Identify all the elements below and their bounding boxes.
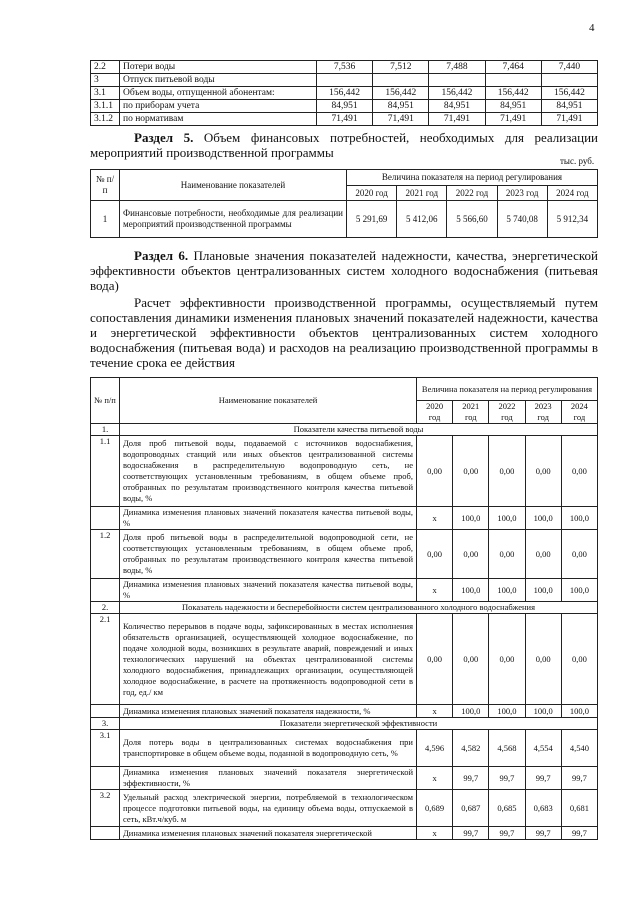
value-cell: 0,00 [489,530,525,579]
value-cell: 99,7 [453,767,489,790]
row-number: 3 [91,74,120,87]
row-name: Динамика изменения плановых значений показателя энергетической [120,827,417,840]
value-cell: 84,951 [541,100,597,113]
value-cell [485,74,541,87]
value-cell: 5 291,69 [347,201,397,238]
year-header: 2020 год [347,186,397,201]
indicators-table [90,377,598,840]
value-cell: 0,00 [525,614,561,705]
row-name: по приборам учета [120,100,317,113]
row-number: 3.2 [91,790,120,827]
table-row [91,436,598,507]
value-cell: 7,440 [541,61,597,74]
value-cell: 0,00 [561,436,597,507]
row-name: Доля проб питьевой воды в распределительной водопроводной сети, не соответствующих установленным требованиям, в общем объеме проб, отобранных по результатам производственного контроля качества питьевой воды, % [120,530,417,579]
table-row [91,767,598,790]
value-cell: 0,00 [561,614,597,705]
value-cell: 7,488 [429,61,485,74]
year-number: 2022 [498,401,516,411]
value-cell: 0,00 [453,436,489,507]
section-title: Показатели энергетической эффективности [120,718,598,730]
row-number [91,507,120,530]
value-cell: 0,687 [453,790,489,827]
section-number: 2. [91,602,120,614]
section-row [91,602,598,614]
row-number: 2.1 [91,614,120,705]
col-num-header: № п/п [91,378,120,424]
value-cell: 84,951 [429,100,485,113]
row-name: Динамика изменения плановых значений показателя качества питьевой воды, % [120,507,417,530]
value-cell: 100,0 [489,705,525,718]
row-name: Объем воды, отпущенной абонентам: [120,87,317,100]
value-cell: 0,689 [417,790,453,827]
section-row [91,424,598,436]
row-name: Удельный расход электрической энергии, потребляемой в технологическом процессе подготовки питьевой воды, на единицу объема воды, отпускаемой в сеть, кВт.ч/куб. м [120,790,417,827]
value-cell: 0,681 [561,790,597,827]
value-cell: 4,540 [561,730,597,767]
row-name: Динамика изменения плановых значений показателя качества питьевой воды, % [120,579,417,602]
row-number: 1.1 [91,436,120,507]
year-word: год [428,412,441,422]
value-cell: 5 740,08 [497,201,547,238]
value-cell: 100,0 [525,579,561,602]
value-cell: 100,0 [561,705,597,718]
value-cell: 156,442 [485,87,541,100]
row-number: 2.2 [91,61,120,74]
value-cell: 99,7 [453,827,489,840]
section5-heading [90,130,598,160]
year-word: год [537,412,549,422]
value-cell: 71,491 [541,113,597,126]
value-cell: 7,512 [373,61,429,74]
table-row [91,530,598,579]
value-cell: 0,00 [417,530,453,579]
section6-title: Плановые значения показателей надежности, качества, энергетической эффективности объектов централизованных систем холодного водоснабжения (питьевая вода) [90,248,599,293]
water-balance-table [90,60,598,126]
value-cell: 5 912,34 [547,201,597,238]
value-cell: 100,0 [561,507,597,530]
row-name: Отпуск питьевой воды [120,74,317,87]
value-cell: 0,00 [453,614,489,705]
table-row [91,730,598,767]
value-cell: 4,582 [453,730,489,767]
value-cell: 71,491 [317,113,373,126]
table-row [91,61,598,74]
value-cell: 0,00 [417,436,453,507]
year-number: 2020 [426,401,444,411]
value-cell [373,74,429,87]
section-title: Показатели качества питьевой воды [120,424,598,436]
value-cell: 99,7 [489,827,525,840]
value-cell: 71,491 [429,113,485,126]
value-cell: 156,442 [429,87,485,100]
row-name: Потери воды [120,61,317,74]
year-number: 2021 [462,401,480,411]
value-cell: 99,7 [489,767,525,790]
table-row [91,87,598,100]
section-number: 3. [91,718,120,730]
value-cell: 0,685 [489,790,525,827]
table-row [91,614,598,705]
value-cell: x [417,705,453,718]
value-cell: 99,7 [561,767,597,790]
value-cell: 100,0 [453,579,489,602]
table-row [91,100,598,113]
row-name: Динамика изменения плановых значений показателя энергетической эффективности, % [120,767,417,790]
table-row [91,827,598,840]
value-cell: 99,7 [525,827,561,840]
value-cell: 99,7 [561,827,597,840]
year-header: 2023 год [497,186,547,201]
value-cell: 5 566,60 [447,201,497,238]
row-number [91,579,120,602]
value-cell: 84,951 [317,100,373,113]
value-cell: 100,0 [453,507,489,530]
value-cell: 0,00 [489,436,525,507]
value-cell [541,74,597,87]
value-cell: 99,7 [525,767,561,790]
section-row [91,718,598,730]
year-header [417,401,453,424]
value-cell: 156,442 [373,87,429,100]
value-cell: 100,0 [561,579,597,602]
year-header: 2024 год [547,186,597,201]
table-row [91,705,598,718]
year-number: 2024 [570,401,588,411]
value-cell: 4,554 [525,730,561,767]
value-cell: 4,568 [489,730,525,767]
year-word: год [501,412,513,422]
value-cell [317,74,373,87]
value-cell: x [417,767,453,790]
value-cell: 156,442 [541,87,597,100]
financial-needs-table [90,169,598,238]
row-name: Динамика изменения плановых значений показателя надежности, % [120,705,417,718]
row-number: 1.2 [91,530,120,579]
value-cell: 100,0 [489,507,525,530]
value-cell: 84,951 [373,100,429,113]
row-number [91,827,120,840]
value-cell: x [417,507,453,530]
page-number: 4 [589,22,595,34]
value-cell: x [417,827,453,840]
row-name: Доля потерь воды в централизованных системах водоснабжения при транспортировке в общем объеме воды, поданной в водопроводную сеть, % [120,730,417,767]
value-cell: 84,951 [485,100,541,113]
value-cell: 5 412,06 [397,201,447,238]
value-cell: 0,00 [525,530,561,579]
row-number: 1 [91,201,120,238]
row-name: Доля проб питьевой воды, подаваемой с источников водоснабжения, водопроводных станций или иных объектов централизованной системы водоснабжения в распределительную водопроводную сеть, не соответствующих установленным требованиям, в общем объеме проб, отобранных по результатам производственного контроля качества питьевой воды, % [120,436,417,507]
col-num-header: № п/п [91,170,120,201]
table-row [91,579,598,602]
year-number: 2023 [534,401,552,411]
value-cell: 100,0 [489,579,525,602]
row-name: Финансовые потребности, необходимые для реализации мероприятий производственной программы [120,201,347,238]
value-cell: 71,491 [373,113,429,126]
year-header [453,401,489,424]
value-cell: 7,536 [317,61,373,74]
row-name: по нормативам [120,113,317,126]
table-row [91,113,598,126]
value-cell: 7,464 [485,61,541,74]
year-header: 2021 год [397,186,447,201]
value-cell: x [417,579,453,602]
value-cell: 156,442 [317,87,373,100]
year-header [561,401,597,424]
col-group-header: Величина показателя на период регулирования [417,378,598,401]
table-row [91,74,598,87]
value-cell: 100,0 [453,705,489,718]
value-cell: 100,0 [525,705,561,718]
section5-title: Объем финансовых потребностей, необходимых для реализации мероприятий производственной программы [90,130,598,160]
row-number: 3.1.2 [91,113,120,126]
value-cell: 0,683 [525,790,561,827]
value-cell: 0,00 [525,436,561,507]
section6-paragraph: Расчет эффективности производственной программы, осуществляемый путем сопоставления динамики изменения плановых значений показателей надежности, качества и энергетической эффективности объектов централизованных систем холодного водоснабжения (питьевая вода) и расходов на реализацию производственной программы в течение срока ее действия [90,295,598,370]
section-title: Показатель надежности и бесперебойности систем централизованного холодного водоснабжения [120,602,598,614]
value-cell: 0,00 [453,530,489,579]
row-number: 3.1.1 [91,100,120,113]
year-header [525,401,561,424]
value-cell: 0,00 [561,530,597,579]
table-row [91,790,598,827]
col-name-header: Наименование показателей [120,378,417,424]
units-label: тыс. руб. [560,156,595,166]
value-cell: 0,00 [417,614,453,705]
value-cell: 4,596 [417,730,453,767]
table-row [91,507,598,530]
value-cell [429,74,485,87]
section6-label: Раздел 6. [134,248,189,263]
col-name-header: Наименование показателей [120,170,347,201]
section5-label: Раздел 5. [134,130,194,145]
value-cell: 71,491 [485,113,541,126]
year-header [489,401,525,424]
section-number: 1. [91,424,120,436]
section6-heading [90,248,598,293]
row-number: 3.1 [91,87,120,100]
value-cell: 100,0 [525,507,561,530]
row-number [91,705,120,718]
row-name: Количество перерывов в подаче воды, зафиксированных в местах исполнения обязательств организацией, осуществляющей холодное водоснабжение, по подаче холодной воды, возникших в результате аварий, повреждений и иных технологических нарушений на объектах централизованной системы холодного водоснабжения, принадлежащих организации, осуществляющей холодное водоснабжение, в расчете на протяженность водопроводной сети в год, ед./ км [120,614,417,705]
year-header: 2022 год [447,186,497,201]
year-word: год [573,412,586,422]
row-number [91,767,120,790]
col-group-header: Величина показателя на период регулирования [347,170,598,186]
value-cell: 0,00 [489,614,525,705]
row-number: 3.1 [91,730,120,767]
year-word: год [464,412,477,422]
